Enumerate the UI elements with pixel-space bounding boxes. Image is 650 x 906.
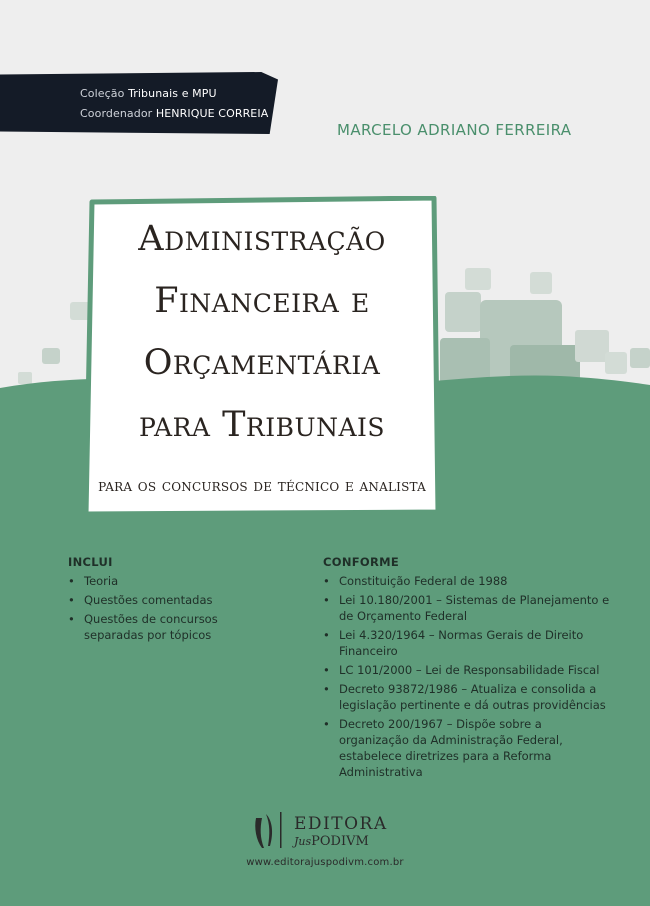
publisher-logo — [250, 810, 410, 850]
list-item: • Questões comentadas — [68, 592, 278, 608]
book-subtitle: para os concursos de técnico e analista — [98, 476, 426, 496]
inclui-heading: INCLUI — [68, 555, 113, 569]
conforme-list — [323, 573, 613, 783]
publisher-url: www.editorajuspodivm.com.br — [246, 857, 404, 868]
collection-name: Tribunais e MPU — [128, 87, 217, 100]
title-line-3: Orçamentária — [143, 343, 381, 383]
title-line-1: Administração — [138, 219, 386, 259]
list-item: • Teoria — [68, 573, 278, 589]
author-name: MARCELO ADRIANO FERREIRA — [337, 121, 572, 139]
list-item: • LC 101/2000 – Lei de Responsabilidade Fiscal — [323, 662, 613, 678]
list-item: • Lei 4.320/1964 – Normas Gerais de Direito Financeiro — [323, 627, 613, 659]
list-item: • Decreto 93872/1986 – Atualiza e consolida a legislação pertinente e dá outras providências — [323, 681, 613, 713]
list-item: • Constituição Federal de 1988 — [323, 573, 613, 589]
list-item: • Decreto 200/1967 – Dispõe sobre a organização da Administração Federal, estabelece diretrizes para a Reforma Administrativa — [323, 716, 613, 780]
book-title — [82, 208, 442, 456]
publisher-name: EDITORA — [294, 814, 388, 834]
list-item: • Lei 10.180/2001 – Sistemas de Planejamento e de Orçamento Federal — [323, 592, 613, 624]
title-line-2: Financeira e — [154, 281, 370, 321]
list-item: • Questões de concursos separadas por tópicos — [68, 611, 278, 643]
coordinator-name: HENRIQUE CORREIA — [155, 107, 269, 120]
coordinator-line: Coordenador HENRIQUE CORREIA — [80, 107, 269, 120]
title-box — [82, 196, 442, 516]
conforme-heading: CONFORME — [323, 555, 400, 569]
title-line-4: para Tribunais — [139, 405, 385, 445]
quill-icon — [250, 810, 286, 850]
publisher-sub: JusPODIVM — [294, 834, 369, 849]
collection-band — [0, 72, 278, 134]
collection-line: Coleção Tribunais e MPU — [80, 87, 217, 100]
inclui-list — [68, 573, 278, 646]
